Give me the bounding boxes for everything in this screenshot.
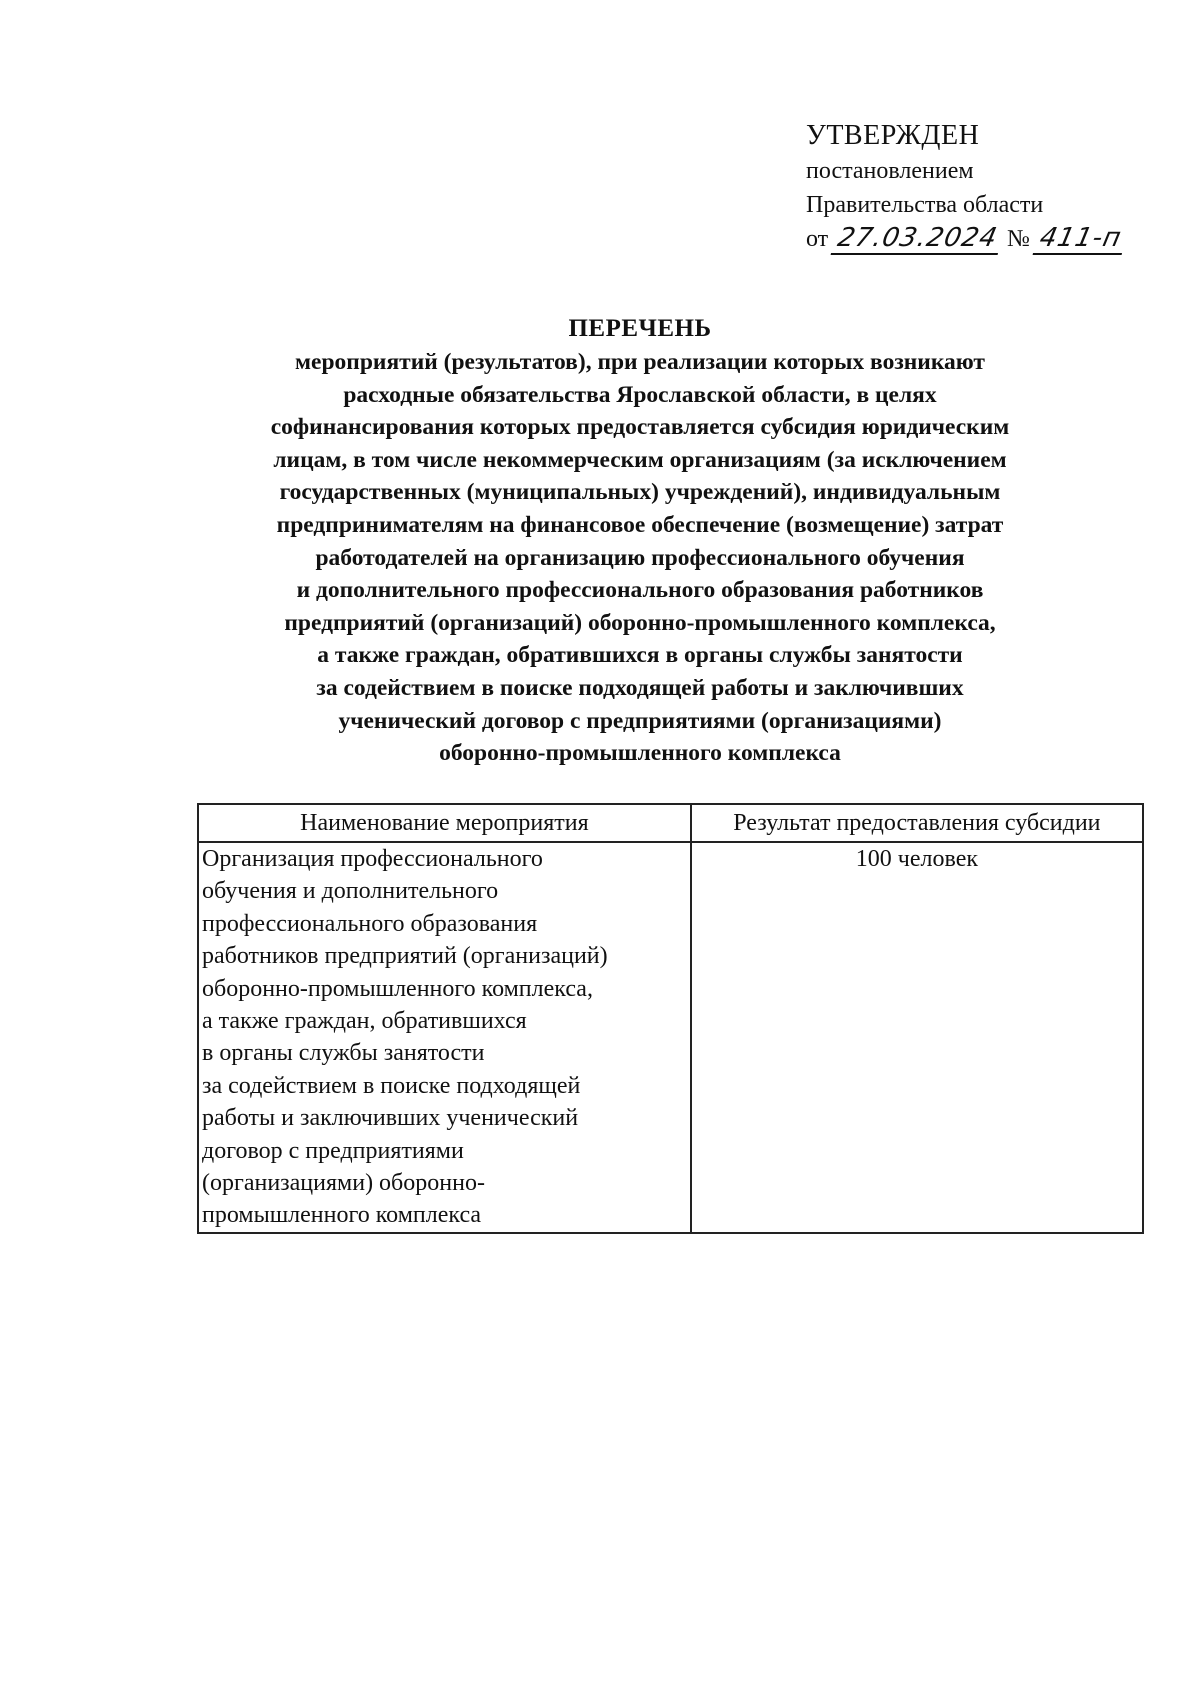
heading-line: мероприятий (результатов), при реализации которых возникают — [295, 349, 985, 375]
heading-line: расходные обязательства Ярославской области, в целях — [343, 381, 937, 408]
document-title: ПЕРЕЧЕНЬ — [568, 315, 712, 342]
date-prefix: от — [806, 226, 829, 252]
event-name-line: обучения и дополнительного — [202, 878, 499, 905]
approval-stamp — [806, 118, 1166, 256]
event-name-line: промышленного комплекса — [202, 1202, 482, 1229]
result-value: 100 человек — [855, 846, 978, 872]
event-name-cell — [198, 842, 691, 1233]
heading-line: предпринимателям на финансовое обеспечение (возмещение) затрат — [276, 511, 1004, 538]
heading-line: оборонно-промышленного комплекса — [439, 740, 841, 767]
handwritten-number: 411-п — [1033, 223, 1129, 255]
heading-line: ученический договор с предприятиями (организациями) — [338, 707, 942, 734]
column-header-result: Результат предоставления субсидии — [691, 804, 1143, 842]
heading-line: государственных (муниципальных) учреждений), индивидуальным — [279, 479, 1001, 506]
approval-date-row — [806, 222, 1166, 256]
heading-line: лицам, в том числе некоммерческим организациям (за исключением — [273, 446, 1007, 473]
event-name-line: в органы службы занятости — [202, 1040, 485, 1067]
event-name-line: за содействием в поиске подходящей — [202, 1072, 581, 1099]
heading-line: предприятий (организаций) оборонно-промышленного комплекса, — [284, 609, 996, 636]
event-name-line: работы и заключивших ученический — [202, 1105, 579, 1132]
event-name-line: оборонно-промышленного комплекса, — [202, 975, 593, 1002]
heading-line: работодателей на организацию профессионального обучения — [315, 544, 965, 571]
column-header-event: Наименование мероприятия — [198, 804, 691, 842]
document-heading — [200, 312, 1080, 770]
result-cell — [691, 842, 1143, 1233]
event-name-line: работников предприятий (организаций) — [202, 943, 608, 970]
event-name-line: договор с предприятиями — [202, 1137, 464, 1164]
heading-line: а также граждан, обратившихся в органы службы занятости — [317, 642, 963, 669]
approval-line-resolution: постановлением — [806, 158, 974, 184]
approval-line-government: Правительства области — [806, 192, 1044, 218]
event-name-line: а также граждан, обратившихся — [202, 1008, 527, 1035]
approval-title: УТВЕРЖДЕН — [806, 120, 980, 151]
number-prefix: № — [1007, 226, 1030, 252]
event-name-line: (организациями) оборонно- — [202, 1170, 485, 1197]
table-header-row — [198, 804, 1143, 842]
heading-line: софинансирования которых предоставляется субсидия юридическим — [270, 414, 1010, 441]
event-name-line: Организация профессионального — [202, 846, 543, 872]
event-name-line: профессионального образования — [202, 910, 538, 937]
table-row — [198, 842, 1143, 1233]
heading-line: и дополнительного профессионального образования работников — [296, 577, 984, 604]
heading-line: за содействием в поиске подходящей работы и заключивших — [316, 674, 964, 701]
handwritten-date: 27.03.2024 — [831, 223, 1005, 255]
events-table — [197, 803, 1144, 1234]
